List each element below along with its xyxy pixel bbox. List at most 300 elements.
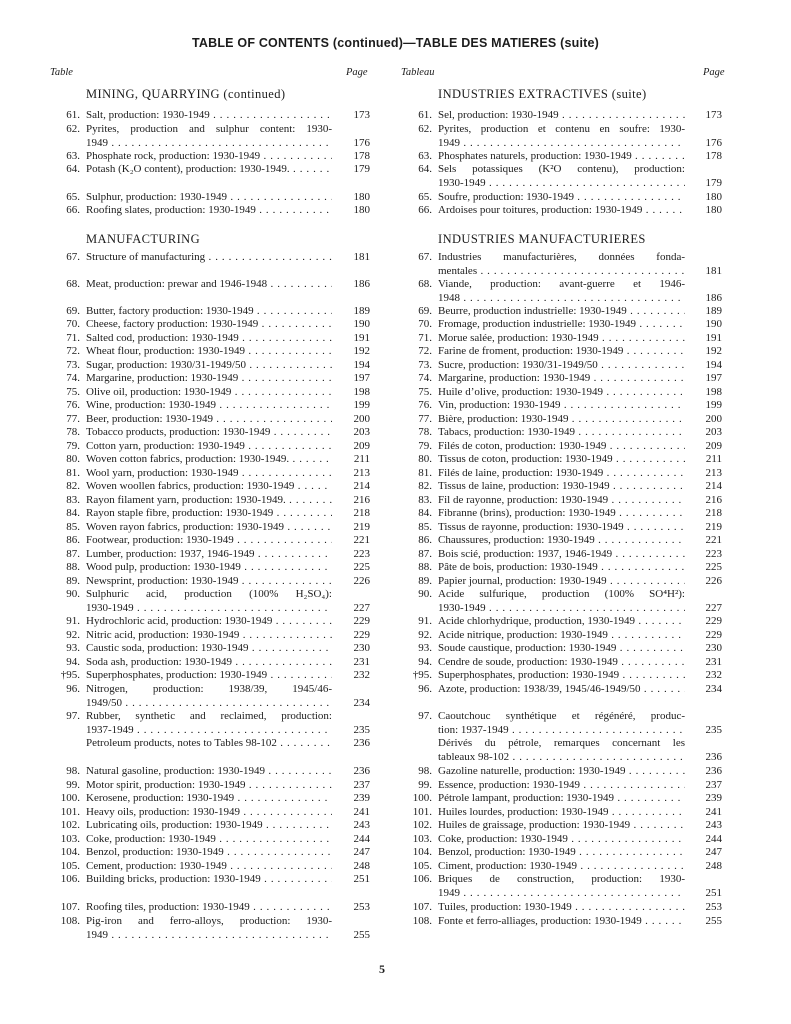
table-number: 101. [60, 806, 80, 818]
page-reference: 253 [705, 901, 722, 913]
entry-title [438, 440, 685, 454]
table-number: 89. [418, 575, 432, 587]
right-column-table-label: Tableau [401, 67, 435, 78]
table-number: 80. [418, 453, 432, 465]
table-number: †95. [412, 669, 432, 681]
entry-title-line: Huile d’olive, production: 1930-1949 . . . [438, 386, 685, 400]
entry-title [86, 359, 332, 373]
entry-title [438, 765, 685, 779]
page-reference: 237 [705, 779, 722, 791]
table-number: 65. [66, 191, 80, 203]
english-contents-column [0, 0, 390, 1024]
table-number: 79. [66, 440, 80, 452]
entry-title-line: Coke, production: 1930-1949 . . . [86, 833, 332, 847]
page-reference: 236 [353, 737, 370, 749]
table-number: 93. [66, 642, 80, 654]
page-reference: 236 [705, 750, 722, 763]
page-reference: 236 [353, 765, 370, 777]
entry-title [438, 305, 685, 319]
entry-title [438, 109, 685, 123]
entry-title [86, 453, 332, 467]
table-number: 78. [418, 426, 432, 438]
entry-title [86, 372, 332, 386]
entry-title-line: Woven rayon fabrics, production: 1930-1949 . . . [86, 521, 332, 535]
page-reference: 251 [353, 873, 370, 885]
table-number: 86. [418, 534, 432, 546]
page-reference: 191 [705, 332, 722, 344]
entry-title [438, 588, 685, 615]
entry-title-line: Industries manufacturières, données fonda- [438, 251, 685, 263]
page-reference: 241 [705, 806, 722, 818]
entry-title-line: Tobacco products, production: 1930-1949 . . . [86, 426, 332, 440]
entry-title [86, 521, 332, 535]
page-reference: 203 [353, 426, 370, 438]
page-number: 5 [379, 962, 385, 976]
entry-title [438, 123, 685, 150]
page-reference: 232 [353, 669, 370, 681]
entry-title-line: Margarine, production: 1930-1949 . . . [438, 372, 685, 386]
entry-title-line: Pâte de bois, production: 1930-1949 . . . [438, 561, 685, 575]
entry-title-line: Essence, production: 1930-1949 . . . [438, 779, 685, 793]
entry-title-line: 1949 . . . [86, 929, 332, 943]
entry-title [438, 372, 685, 386]
table-number: 108. [412, 915, 432, 927]
entry-title-line: Lumber, production: 1937, 1946-1949 . . . [86, 548, 332, 562]
page-reference: 199 [705, 399, 722, 411]
page-reference: 232 [705, 669, 722, 681]
entry-title-line: Benzol, production: 1930-1949 . . . [86, 846, 332, 860]
entry-title-line: Sugar, production: 1930/31-1949/50 . . . [86, 359, 332, 373]
table-number: 84. [418, 507, 432, 519]
entry-title-line: Fil de rayonne, production: 1930-1949 . . . [438, 494, 685, 508]
page-reference: 194 [353, 359, 370, 371]
page-reference: 247 [353, 846, 370, 858]
entry-title [86, 656, 332, 670]
page-reference: 236 [705, 765, 722, 777]
entry-title-line: Olive oil, production: 1930-1949 . . . [86, 386, 332, 400]
entry-title-line: Cendre de soude, production: 1930-1949 . . . [438, 656, 685, 670]
table-number: 85. [418, 521, 432, 533]
entry-title-line: Cement, production: 1930-1949 . . . [86, 860, 332, 874]
page-reference: 180 [705, 191, 722, 203]
page-reference: 213 [353, 467, 370, 479]
entry-title [438, 163, 685, 190]
entry-title-line: Benzol, production: 1930-1949 . . . [438, 846, 685, 860]
entry-title-line: 1937-1949 . . . [86, 724, 332, 738]
entry-title-line: Pétrole lampant, production: 1930-1949 . . . [438, 792, 685, 806]
left-column-page-label: Page [346, 67, 368, 78]
table-number: 104. [412, 846, 432, 858]
entry-title-line: Tabacs, production: 1930-1949 . . . [438, 426, 685, 440]
entry-title [438, 683, 685, 697]
page-reference: 221 [705, 534, 722, 546]
entry-title-line: Heavy oils, production: 1930-1949 . . . [86, 806, 332, 820]
entry-title [86, 251, 332, 265]
entry-title-line: Pyrites, production and sulphur content: 1930- [86, 123, 332, 135]
table-number: 103. [60, 833, 80, 845]
page-reference: 173 [353, 109, 370, 121]
entry-title-line: Sucre, production: 1930/31-1949/50 . . . [438, 359, 685, 373]
entry-title [438, 251, 685, 278]
table-number: 108. [60, 915, 80, 927]
page-reference: 190 [353, 318, 370, 330]
entry-title [86, 480, 332, 494]
table-number: 75. [66, 386, 80, 398]
entry-title-line: Sulphur, production: 1930-1949 . . . [86, 191, 332, 205]
table-number: 83. [66, 494, 80, 506]
entry-title [86, 819, 332, 833]
table-number: 102. [60, 819, 80, 831]
table-number: 106. [60, 873, 80, 885]
page-reference: 192 [353, 345, 370, 357]
table-number: 86. [66, 534, 80, 546]
page-reference: 189 [353, 305, 370, 317]
page-title: TABLE OF CONTENTS (continued)—TABLE DES MATIERES (suite) [191, 36, 600, 50]
section-heading: INDUSTRIES MANUFACTURIERES [438, 232, 646, 246]
entry-title [438, 278, 685, 305]
page-reference: 211 [353, 453, 370, 465]
table-number: 63. [66, 150, 80, 162]
entry-title-line: 1930-1949 . . . [438, 177, 685, 191]
page-reference: 225 [705, 561, 722, 573]
page-reference: 211 [705, 453, 722, 465]
table-number: 98. [66, 765, 80, 777]
table-number: 89. [66, 575, 80, 587]
entry-title [86, 413, 332, 427]
entry-title-line: Pyrites, production et contenu en soufre: 1930- [438, 123, 685, 135]
entry-title-line: Soda ash, production: 1930-1949 . . . [86, 656, 332, 670]
entry-title-line: Huiles de graissage, production: 1930-1949 . . . [438, 819, 685, 833]
page-reference: 234 [353, 696, 370, 709]
entry-title [438, 204, 685, 218]
table-number: 102. [412, 819, 432, 831]
page-reference: 235 [705, 723, 722, 736]
page-reference: 229 [353, 629, 370, 641]
table-number: 77. [418, 413, 432, 425]
entry-title [86, 779, 332, 793]
table-number: 101. [412, 806, 432, 818]
table-number: 67. [418, 251, 432, 263]
page-reference: 178 [353, 150, 370, 162]
entry-title [438, 191, 685, 205]
page-reference: 179 [705, 176, 722, 189]
entry-title-line: Bière, production: 1930-1949 . . . [438, 413, 685, 427]
page-reference: 227 [353, 601, 370, 614]
page-reference: 200 [353, 413, 370, 425]
entry-title-line: Filés de laine, production: 1930-1949 . . . [438, 467, 685, 481]
page-reference: 218 [353, 507, 370, 519]
entry-title [86, 765, 332, 779]
entry-title [86, 123, 332, 150]
table-number: 64. [66, 163, 80, 175]
table-number: 85. [66, 521, 80, 533]
entry-title-line: Filés de coton, production: 1930-1949 . . . [438, 440, 685, 454]
entry-title-line: Butter, factory production: 1930-1949 . . . [86, 305, 332, 319]
page-reference: 255 [353, 928, 370, 941]
entry-title-line: Roofing tiles, production: 1930-1949 . . . [86, 901, 332, 915]
table-number: 68. [66, 278, 80, 290]
entry-title-line: Tissus de coton, production: 1930-1949 . . . [438, 453, 685, 467]
table-number: 99. [418, 779, 432, 791]
table-number: 100. [60, 792, 80, 804]
entry-title-line: Acide sulfurique, production (100% SO⁴H²): [438, 588, 685, 600]
table-number: 96. [418, 683, 432, 695]
entry-title-line: Soude caustique, production: 1930-1949 . . . [438, 642, 685, 656]
table-number: 97. [66, 710, 80, 722]
page-reference: 218 [705, 507, 722, 519]
entry-title [438, 615, 685, 629]
table-number: 96. [66, 683, 80, 695]
entry-title-line: Ciment, production: 1930-1949 . . . [438, 860, 685, 874]
table-number: 68. [418, 278, 432, 290]
entry-title-line: Superphosphates, production: 1930-1949 . . . [438, 669, 685, 683]
table-number: 74. [66, 372, 80, 384]
table-number: 73. [66, 359, 80, 371]
table-number: 81. [66, 467, 80, 479]
table-number: 91. [66, 615, 80, 627]
page-reference: 194 [705, 359, 722, 371]
entry-title-line: Huiles lourdes, production: 1930-1949 . . . [438, 806, 685, 820]
page-reference: 214 [705, 480, 722, 492]
entry-title-line: Caoutchouc synthétique et régénéré, produc- [438, 710, 685, 722]
table-number: 74. [418, 372, 432, 384]
table-number: 94. [66, 656, 80, 668]
entry-title-line: Fromage, production industrielle: 1930-1949 . . . [438, 318, 685, 332]
entry-title-line: Woven woollen fabrics, production: 1930-1949 . . . [86, 480, 332, 494]
table-number: 72. [66, 345, 80, 357]
entry-title [438, 860, 685, 874]
table-number: 104. [60, 846, 80, 858]
entry-title [438, 413, 685, 427]
table-number: 62. [418, 123, 432, 135]
page-reference: 197 [705, 372, 722, 384]
entry-title [438, 642, 685, 656]
table-number: 105. [60, 860, 80, 872]
page-reference: 239 [353, 792, 370, 804]
page-reference: 216 [705, 494, 722, 506]
entry-title-line: Lubricating oils, production: 1930-1949 . . . [86, 819, 332, 833]
entry-title [86, 278, 332, 292]
table-number: 87. [418, 548, 432, 560]
entry-title-line: Briques de construction, production: 1930- [438, 873, 685, 885]
table-number: 66. [66, 204, 80, 216]
table-number: 107. [412, 901, 432, 913]
page-reference: 253 [353, 901, 370, 913]
entry-title [438, 779, 685, 793]
entry-title [86, 494, 332, 508]
page-reference: 186 [353, 278, 370, 290]
entry-title-line: Building bricks, production: 1930-1949 . . . [86, 873, 332, 887]
table-number: 98. [418, 765, 432, 777]
entry-title-line: Beurre, production industrielle: 1930-1949 . . . [438, 305, 685, 319]
page-reference: 213 [705, 467, 722, 479]
page-reference: 198 [353, 386, 370, 398]
entry-title [86, 683, 332, 710]
entry-title [86, 332, 332, 346]
section-heading: INDUSTRIES EXTRACTIVES (suite) [438, 87, 647, 101]
entry-title [438, 345, 685, 359]
entry-title-line: Nitric acid, production: 1930-1949 . . . [86, 629, 332, 643]
entry-title [86, 860, 332, 874]
table-number: 71. [418, 332, 432, 344]
page-reference: 226 [705, 575, 722, 587]
entry-title [86, 467, 332, 481]
table-number: 84. [66, 507, 80, 519]
page-reference: 237 [353, 779, 370, 791]
page-reference: 198 [705, 386, 722, 398]
page-reference: 243 [705, 819, 722, 831]
entry-title-line: Margarine, production: 1930-1949 . . . [86, 372, 332, 386]
table-number: 76. [66, 399, 80, 411]
table-number: 64. [418, 163, 432, 175]
entry-title-line: tableaux 98-102 . . . [438, 751, 685, 765]
page-reference: 197 [353, 372, 370, 384]
entry-title [86, 642, 332, 656]
entry-title-line: mentales . . . [438, 265, 685, 279]
page-reference: 244 [705, 833, 722, 845]
table-number: 90. [418, 588, 432, 600]
entry-title-line: Farine de froment, production: 1930-1949 . . . [438, 345, 685, 359]
entry-title-line: Kerosene, production: 1930-1949 . . . [86, 792, 332, 806]
entry-title [438, 467, 685, 481]
left-column-table-label: Table [50, 67, 73, 78]
entry-title-line: 1930-1949 . . . [438, 602, 685, 616]
entry-title-line: Fonte et ferro-alliages, production: 1930-1949 . . . [438, 915, 685, 929]
right-column-page-label: Page [703, 67, 725, 78]
entry-title-line: Potash (K₂O content), production: 1930-1949. . . . [86, 163, 332, 177]
entry-title [86, 737, 332, 751]
table-number: 91. [418, 615, 432, 627]
page-reference: 234 [705, 683, 722, 695]
table-number: 92. [418, 629, 432, 641]
page-reference: 225 [353, 561, 370, 573]
entry-title [438, 792, 685, 806]
entry-title-line: Tissus de laine, production: 1930-1949 . . . [438, 480, 685, 494]
entry-title [438, 819, 685, 833]
table-number: 100. [412, 792, 432, 804]
page-reference: 209 [353, 440, 370, 452]
page-reference: 199 [353, 399, 370, 411]
entry-title [438, 833, 685, 847]
entry-title [86, 846, 332, 860]
table-number: 88. [66, 561, 80, 573]
entry-title [86, 833, 332, 847]
table-number: 69. [418, 305, 432, 317]
table-number: 97. [418, 710, 432, 722]
page-reference: 176 [705, 136, 722, 149]
page-reference: 189 [705, 305, 722, 317]
entry-title-line: Tuiles, production: 1930-1949 . . . [438, 901, 685, 915]
page-reference: 244 [353, 833, 370, 845]
page-reference: 186 [705, 291, 722, 304]
table-number: 103. [412, 833, 432, 845]
section-heading: MANUFACTURING [86, 232, 201, 246]
entry-title [438, 426, 685, 440]
entry-title-line: Ardoises pour toitures, production: 1930-1949 . . . [438, 204, 685, 218]
table-number: 70. [66, 318, 80, 330]
entry-title [86, 588, 332, 615]
table-number: 99. [66, 779, 80, 791]
entry-title-line: Morue salée, production: 1930-1949 . . . [438, 332, 685, 346]
entry-title [86, 109, 332, 123]
entry-title-line: Woven cotton fabrics, production: 1930-1949. . . . [86, 453, 332, 467]
entry-title-line: Sulphuric acid, production (100% H₂SO₄): [86, 588, 332, 600]
entry-title-line: Soufre, production: 1930-1949 . . . [438, 191, 685, 205]
entry-title-line: Acide chlorhydrique, production, 1930-1949 . . . [438, 615, 685, 629]
entry-title [86, 426, 332, 440]
entry-title-line: Phosphate rock, production: 1930-1949 . . . [86, 150, 332, 164]
entry-title [86, 507, 332, 521]
page-reference: 219 [353, 521, 370, 533]
entry-title [438, 669, 685, 683]
page-reference: 248 [705, 860, 722, 872]
entry-title [86, 150, 332, 164]
page-reference: 176 [353, 136, 370, 149]
entry-title [438, 359, 685, 373]
entry-title [86, 204, 332, 218]
entry-title-line: Beer, production: 1930-1949 . . . [86, 413, 332, 427]
entry-title-line: Acide nitrique, production: 1930-1949 . . . [438, 629, 685, 643]
page-reference: 200 [705, 413, 722, 425]
page-reference: 192 [705, 345, 722, 357]
entry-title-line: Salted cod, production: 1930-1949 . . . [86, 332, 332, 346]
entry-title [86, 915, 332, 942]
entry-title-line: Petroleum products, notes to Tables 98-102 . . . [86, 737, 332, 751]
table-number: 106. [412, 873, 432, 885]
entry-title-line: Bois scié, production: 1937, 1946-1949 . . . [438, 548, 685, 562]
entry-title-line: Vin, production: 1930-1949 . . . [438, 399, 685, 413]
table-number: 90. [66, 588, 80, 600]
entry-title-line: Cheese, factory production: 1930-1949 . . . [86, 318, 332, 332]
entry-title [86, 710, 332, 737]
table-number: 72. [418, 345, 432, 357]
page-reference: 229 [705, 629, 722, 641]
entry-title-line: Meat, production: prewar and 1946-1948 . . . [86, 278, 332, 292]
table-number: 82. [418, 480, 432, 492]
entry-title-line: Wood pulp, production: 1930-1949 . . . [86, 561, 332, 575]
entry-title [86, 669, 332, 683]
table-number: 75. [418, 386, 432, 398]
table-number: 63. [418, 150, 432, 162]
entry-title [86, 534, 332, 548]
entry-title [438, 332, 685, 346]
entry-title [438, 575, 685, 589]
page-reference: 230 [705, 642, 722, 654]
page-reference: 248 [353, 860, 370, 872]
page-reference: 179 [353, 163, 370, 175]
table-number: 83. [418, 494, 432, 506]
table-number: 61. [418, 109, 432, 121]
page-reference: 229 [705, 615, 722, 627]
page-reference: 221 [353, 534, 370, 546]
page-reference: 226 [353, 575, 370, 587]
entry-title-line: Fibranne (brins), production: 1930-1949 . . . [438, 507, 685, 521]
table-number: 82. [66, 480, 80, 492]
entry-title [438, 915, 685, 929]
entry-title [438, 873, 685, 900]
entry-title-line: Wine, production: 1930-1949 . . . [86, 399, 332, 413]
entry-title [86, 873, 332, 887]
entry-title [438, 399, 685, 413]
entry-title [86, 792, 332, 806]
page-reference: 180 [353, 191, 370, 203]
entry-title [86, 386, 332, 400]
entry-title [438, 480, 685, 494]
table-number: 78. [66, 426, 80, 438]
entry-title [438, 737, 685, 764]
entry-title [438, 453, 685, 467]
entry-title-line: Structure of manufacturing . . . [86, 251, 332, 265]
